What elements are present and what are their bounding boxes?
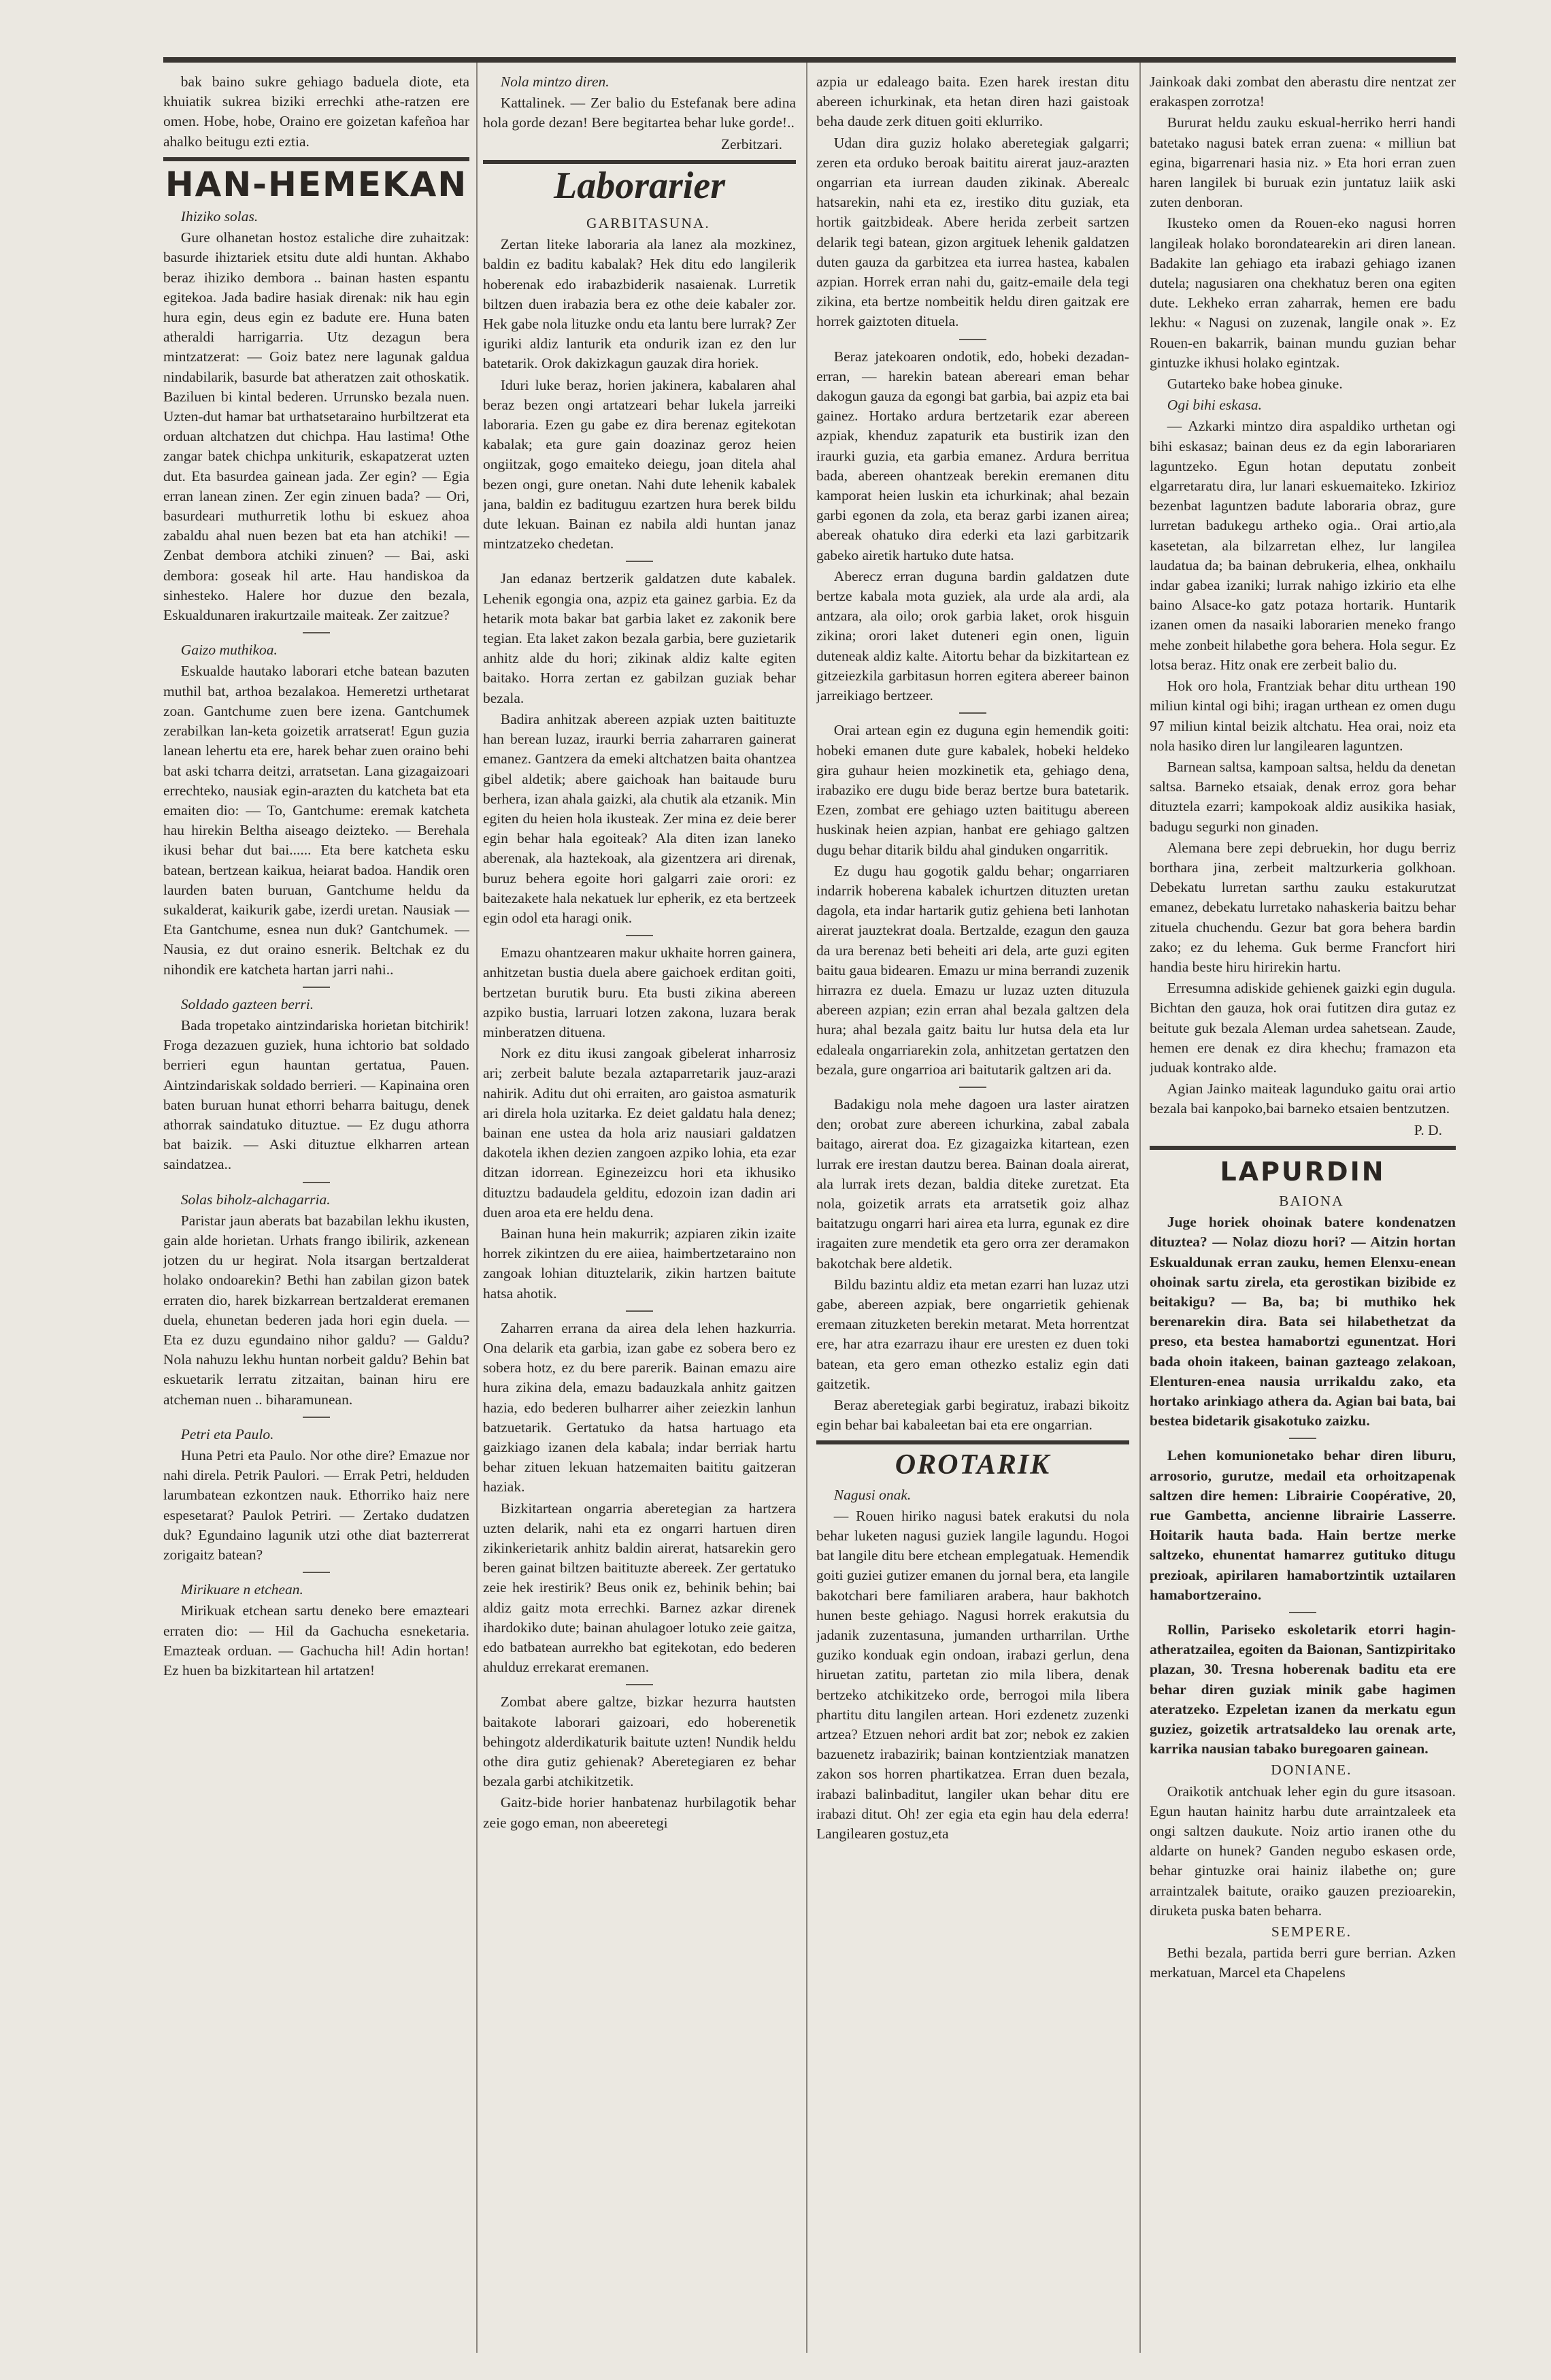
article-body: Kattalinek. — Zer balio du Estefanak bere adina hola gorde dezan! Bere begitartea behar luke gorde!..	[483, 95, 796, 131]
article-subtitle: DONIANE.	[1271, 1762, 1352, 1779]
paragraph: Bethi bezala, partida berri gure berrian. Azken merkatuan, Marcel eta Chapelens	[1150, 1945, 1456, 1981]
top-rule	[163, 57, 1456, 63]
paragraph: Beraz jatekoaren ondotik, edo, hobeki dezadan-erran, — harekin batean abereari eman behar dakogun gauza da egongi bat garbia, bai azpiz eta bai gainez. Hortako ardura bertzetarik ezar abereen azpiak, khenduz zapaturik eta bustirik izan den iraurki guzia, eta garbia emanez. Ardura berritua bada, abereen ohantzeak berekin eremanen ditu kamporat heien luskin eta ichurkinak; ahal bezain garbi egonen da zola, eta beraz garbi izanen airea; abereak ohatuko dira ederki eta lazi garbitzarik gabeko airetik hartuko dute hatsa.	[816, 348, 1129, 563]
column-1	[163, 72, 469, 2353]
paragraph: Lehen komunionetako behar diren liburu, arrosorio, gurutze, medail eta orhoitzapenak saltzen dire hemen: Librairie Coopérative, 20, rue Gambetta, ancienne librairie Lasserre. Hoitarik hauta bada. Hain bertze merke saltzeko, ehunentat hamarrez gutituko ditugu prezioak, apirilaren hamabortzintik uztailaren hamabortzeraino.	[1150, 1447, 1456, 1603]
paragraph: Bizkitartean ongarria aberetegian za hartzera uzten delarik, nahi eta ez ongarri hartuen diren zikinkerietarik anhitz baldin airerat, hatsarekin gero beren gainat biltzen baitituzte abereek. Zer gertatuko zeie hek irestirik? Beus onik ez, behinik behin; bai aldiz gaitz mota errechki. Barnez azkar direnek ihardokiko dute; bainan ahulagoer lotuko zeie gaitza, edo batbatean aurrekho bat egitekotan, edo bederen ahulduz errekarat eremanen.	[483, 1500, 796, 1676]
paragraph: Beraz aberetegiak garbi begiratuz, irabazi bikoitz egin behar bai kabaleetan bai eta ere ongarrian.	[816, 1397, 1129, 1434]
divider	[626, 561, 653, 562]
divider	[959, 339, 986, 340]
divider	[959, 712, 986, 714]
paragraph: Orai artean egin ez duguna egin hemendik goiti: hobeki emanen dute gure kabalek, hobeki heldeko gira guhaur heien mozkinetik eta, gehiago dena, irabaziko ere dugu bide beraz bertze bura batetarik. Ezen, zombat ere gehiago uzten baititugu abereen huskinak heien azpian, hanbat ere gehiago galtzen dugu behar ditarik bildu ahal ginduken ongarritik.	[816, 722, 1129, 858]
divider	[303, 1182, 330, 1183]
article-title: Nola mintzo diren.	[500, 73, 610, 90]
article-body: Mirikuak etchean sartu deneko bere emazteari erraten dio: — Hil da Gachucha esneketaria. Emazteak orduan. — Gachucha hil! Adin hortan! Ez huen ba bizkitartean hil artatzen!	[163, 1602, 469, 1679]
divider	[303, 1572, 330, 1573]
divider	[959, 1087, 986, 1088]
paragraph: Jainkoak daki zombat den aberastu dire nentzat zer erakaspen zorrotza!	[1150, 73, 1456, 110]
intro-text: bak baino sukre gehiago baduela diote, eta khuiatik sukrea biziki errechki athe-ratzen ere omen. Hobe, hobe, Oraino ere goizetan kafeñoa har ahalko beitugu ezti eztia.	[163, 73, 469, 150]
article-title: Petri eta Paulo.	[180, 1425, 274, 1442]
section-banner: LAPURDIN	[1220, 1156, 1386, 1187]
paragraph: Nork ez ditu ikusi zangoak gibelerat inharrosiz ari; zerbeit balute bezala aztaparretarik jauz-arazi nahirik. Aditu dut ohi erraiten, aro gaistoa asmaturik ari direla hola uzitarka. Ez deiet galdatu hala denez; bainan ene ustea da hola ariz nausiari galdatzen dakotela ikhen dezien zangoen azpiko lohia, eta ezar ditzan idorrean. Eginezeizcu hori eta ikhusiko dituztzu badaudela gelditu, edozoin izan dadin ari duen aroa eta ere heldu dena.	[483, 1045, 796, 1221]
section-rule	[1150, 1146, 1456, 1150]
article-title: Soldado gazteen berri.	[180, 995, 314, 1012]
article-body: Paristar jaun aberats bat bazabilan lekhu ikusten, gain alde horietan. Urhats frango ibilirik, azkenean jotzen du ur hegirat. Nola itsargan bertzalderat holako ondoarekin? Bethi han zabilan gizon batek erraten dio, harek bizkarrean bertzalderat eremanen duela, ehunetan bederen jada hori egin duela. — Eta ez duzu egundaino nihor galdu? — Galdu? Nola nahuzu lekhu huntan norbeit galdu? Behin bat eskuetarik lerratu zitzaitan, bainan hiru ere atcheman nuen .. biharamunean.	[163, 1212, 469, 1408]
article-subtitle: BAIONA	[1279, 1192, 1344, 1209]
article-body: Gure olhanetan hostoz estaliche dire zuhaitzak: basurde ihiztariek etsitu dute aldi huntan. Akhabo beraz ihiziko dembora .. bainan hasten espantu egitekoa. Jada badire hasiak direnak: nik hau egin hura egin, deus egin ez badute ere. Huna baten atheraldi harrigarria. Utz dezagun bera mintzatzerat: — Goiz batez nere lagunak galdua nindabilarik, basurde bat atheratzen zait othoskatik. Baziluen bi kintal bederen. Urrunsko bezala nuen. Uzten-dut hamar bat urthatsetaraino hurbiltzerat eta orduan altchatzen dut chichpa. Hau lastima! Othe zangar batek chichpa unkiturik, eskapatzerat uzten dut. Eta basurdea gainean jada. Zer egin? — Egia erran lanean zinen. Zer egin zinuen bada? — Ori, basurdeari muthurretik lothu bi eskuez ahoa zabaldu ahal nuen bezen bat eta han atchiki! — Zenbat dembora atchiki zinuen? — Bai, aski dembora: goseak hil arte. Hau handiskoa da sinhesteko. Halere hor duzue den bezala, Eskualdunaren irakurtzaile maiteak. Zer zaitzue?	[163, 229, 469, 624]
section-banner: HAN-HEMEKAN	[165, 164, 468, 204]
paragraph: Gaitz-bide horier hanbatenaz hurbilagotik behar zeie gogo eman, non abeeretegi	[483, 1794, 796, 1831]
paragraph: Juge horiek ohoinak batere kondenatzen dituztea? — Nolaz diozu hori? — Aitzin hortan Eskualdunak erran zauku, hemen Elenxu-enean ohoinak sartu zirela, eta gerostikan bizibide ez beitakigu? — Ba, ba; bi muthiko hek berenarekin dira. Bata sei hilabethetzat da preso, eta bestea hamabortzi egunentzat. Hori bada ohoin itakeen, bainan gazteago zelakoan, Elenturen-enea nausia urrikaldu zako, eta hortako arinkiago athera da. Agian bai bata, bai bestea bidetarik gisakotuko zaizku.	[1150, 1214, 1456, 1429]
divider	[626, 1310, 653, 1312]
divider	[303, 1417, 330, 1418]
article-title: Gaizo muthikoa.	[180, 642, 278, 659]
paragraph: Erresumna adiskide gehienek gaizki egin dugula. Bichtan den gauza, hok orai futitzen dira gutaz ez beitute guk bezala Aleman urdea sahetsean. Zaude, hemen ere denak ez dira khechu; framazon eta juduak kontrako alde.	[1150, 980, 1456, 1076]
paragraph: Oraikotik antchuak leher egin du gure itsasoan. Egun hautan hainitz harbu dute arraintzaleek eta ongi saltzen daukute. Noiz artio iranen othe du aldarte on hunek? Ganden negubo eskasen orde, behar gintuzke orai hainiz ilabethe on; gure arraintzalek baitute, oraiko gauzen prezioarekin, diruketa puska baten beharra.	[1150, 1783, 1456, 1919]
paragraph: Iduri luke beraz, horien jakinera, kabalaren ahal beraz bezen ongi artatzeari behar lukela jarreiki laboraria. Ezen gu gabe ez dira berenaz egitekotan kabalak; eta gure gain doazinaz geroz heien ongiitzak, gogo emaiteko deiegu, joan ditela ahal bezen ongi, gure onetan. Nahi dute lehenik kabalek jana, baldin ez badituguu ezartzen hura berek bildu dute lekuan. Bainan ez nabila aldi huntan janaz mintzatzeko chedetan.	[483, 376, 796, 552]
paragraph: Ez dugu hau gogotik galdu behar; ongarriaren indarrik hoberena kabalek ichurtzen dituzten uretan dagola, eta indar hartarik gutiz gehiena beti lanhotan airerat jauztekrat doala. Bertzalde, ezagun den gauza da ura berenaz beti beheiti ari dela, arte guzi egiten baitu gaua bidearen. Emazu ur mina berrandi zuzenik hirrazra ez duela. Emazu ur luzaz uzten dituzula abereen azpian; ezin erran ahal bezala galtzen dela hura; ahal bezala gaitz baitu lur hutsa dela eta lur edaleala ongarriarekin zola, anhitzetan gertatzen den bezala, gure ongarrioa ari baitutarik galtzen ari da.	[816, 862, 1129, 1078]
paragraph: Udan dira guziz holako aberetegiak galgarri; zeren eta orduko beroak baititu airerat jauz-arazten ongarrian eta iurrean dauden zikinak. Aberealc hatsarekin, nahi eta ez, irestiko ditu guziak, eta hortik gaitzbideak. Abere herida zerbeit sartzen delarik tegi batean, gizon argituek lehenik galdatzen duten gauza da garbitzea eta iurrea hastea, kabalen azpian. Horrek erran nahi du, gaitz-emaile dela tegi zikina, eta bertze nombeitik heldu diren gaitzak ere horrek gaiztoten dituela.	[816, 134, 1129, 330]
divider	[1289, 1438, 1316, 1439]
article-title: Ogi bihi eskasa.	[1167, 397, 1262, 414]
paragraph: azpia ur edaleago baita. Ezen harek irestan ditu abereen ichurkinak, eta hetan diren hazi gaistoak beha daude zerk dituen goiti eklurriko.	[816, 73, 1129, 130]
paragraph: Barnean saltsa, kampoan saltsa, heldu da denetan saltsa. Barneko etsaiak, denak erroz gora behar dituztela ezarri; kampokoak aldiz ausikika hasiak, badugu segurki non ginaden.	[1150, 758, 1456, 835]
section-header: Laborarier	[554, 164, 725, 207]
column-4	[1150, 72, 1456, 2353]
column-divider	[476, 63, 478, 2353]
paragraph: Bildu bazintu aldiz eta metan ezarri han luzaz utzi gabe, abereen azpiak, bere ongarrietik gehienak eremaan zituzketen berekin metarat. Meta horrentzat ere, har atra ezarrazu ihaur ere uresten ez duen toki batean, eta gero eman othezko estaliz egin dati gaitzetik.	[816, 1276, 1129, 1392]
paragraph: — Rouen hiriko nagusi batek erakutsi du nola behar luketen nagusi guziek langile lagundu. Hogoi bat langile ditu bere etchean emplegatuak. Hemendik goiti guziei gutizer emanen du jornal bera, eta langile bakotchari bere familiaren arabera, haur bakhotch hunen beste gehiago. Nagusi horrek erakutsia du jadanik zuzentasuna, jumanden urtharrilan. Urthe guziko konduak egin ondoan, irabazi gerlun, dena hiruetan zatitu, partetan zio mila libera, denak bertzeko atchikitzeko orde, berrogoi mila libera phartitu ditu langilen artean. Hori ezdenetz zuzenki artzea? Etzuen nehori ardit bat zor; nebok ez zakien bazuenetz irabazirik; bainan kontzientziak manatzen zakon sos horren phartikatzea. Erran duen bezala, irabazi balinbaditut, langiler ukan behar ditu ere irabazi ditut. Oh! zer egia eta egin hau dela ederra! Langilearen gostuz,eta	[816, 1507, 1129, 1842]
column-divider	[806, 63, 807, 2353]
paragraph: Zombat abere galtze, bizkar hezurra hautsten baitakote laborari gaizoari, edo hoberenetik behingotz alderdikaturik baitute uzten! Nundik heldu othe dira gutiz gehienak? Aberetegiaren ez behar bezala garbi atchikitzetik.	[483, 1693, 796, 1790]
column-divider	[1139, 63, 1141, 2353]
paragraph: Hok oro hola, Frantziak behar ditu urthean 190 miliun kintal ogi bihi; iragan urthean ez omen dugu 97 miliun kintal beizik altchatu. Hea orai, noiz eta nola hasiko diren lur langilearen laguntzen.	[1150, 678, 1456, 754]
paragraph: Zaharren errana da airea dela lehen hazkurria. Ona delarik eta garbia, izan gabe ez sobera bero ez sobera hotz, ez du bere parerik. Bainan emazu aire hura zikina dela, emazu badauzkala anhitz gaitzen hazia, edo bederen bulharrer aiher zeiezkin lanhun batzuetarik. Gertatuko da hatsa hartuago eta gaizkiago izanen dela kabala; indar berriak hartu behar zituen lekuan hatzemaiten baititu gaitzeran haziak.	[483, 1319, 796, 1495]
paragraph: — Azkarki mintzo dira aspaldiko urthetan ogi bihi eskasaz; bainan deus ez da egin laborariaren laguntzeko. Egun hotan deputatu zonbeit elgarretaratu dira, lur lanari eskuemaiteko. Izkirioz bezenbat laguntzen badute laboraria obraz, gure lurretan badukegu artheko ogia.. Orai artio,ala kasetetan, ala bilzarretan elhez, lur langilea laudatua da; ba bainan debrukeria, elhea, onkhailu indar gabea izaniki; lurrak nahigo izkirio eta elhe baino Alsace-ko gatz potaza hortarik. Huntarik izanen omen da nasaiki laborarien meneko frango mehe zonbeit hilabethe gora behera. Hola segur. Ez lotsa beraz. Hitz onak ere zerbeit balio du.	[1150, 418, 1456, 673]
article-title: Solas biholz-alchagarria.	[180, 1191, 331, 1208]
paragraph: Jan edanaz bertzerik galdatzen dute kabalek. Lehenik egongia ona, azpiz eta gainez garbia. Ez da hetarik mota bakar bat garbia laket ez zakonik bere tegian. Eta laket zakon bezala garbia, bere guzietarik anhitz alde du hori; zikinak aldiz kalte egiten baitako. Horra zertan ez gabilzan guziak behar bezala.	[483, 570, 796, 706]
paragraph: Bururat heldu zauku eskual-herriko herri handi batetako nagusi batek erran zuena: « milliun bat egina, bigarrenari hasia niz. » Eta hori erran zuen haren langilek bi buruak ezin juntatuz laiik aski zuten denboran.	[1150, 114, 1456, 211]
divider	[626, 1684, 653, 1685]
article-subtitle: SEMPERE.	[1271, 1923, 1352, 1940]
paragraph: Badira anhitzak abereen azpiak uzten baitituzte han berean luzaz, iraurki berria zaharraren gainerat emanez. Gantzera da emeki altchatzen baita ohantzea gibel aldetik; abere gaichoak han baitaude buru berhera, izan ahala gaizki, ala chutik ala etzanik. Min egiten du heien hola ikusteak. Zer mina ez deie berer egin behar hala egoiteak? Ala diten izan laneko aberenak, ala haztekoak, ala gizentzera ari direnak, buruz behera egoite hori galgarri zaie orori: ez baitezakete hala nekatuek lur epherik, ez eta bertzeek egin odol eta haragi onik.	[483, 710, 796, 926]
article-title: Ihiziko solas.	[180, 208, 258, 225]
column-2	[483, 72, 796, 2353]
paragraph: Rollin, Pariseko eskoletarik etorri hagin-atheratzailea, egoiten da Baionan, Santizpiritako plazan, 30. Tresna hoberenak baditu eta ere behar diren guziak minik gabe hagimen ateratzeko. Ezpeletan izanen da merkatu egun guziez, goizetik artratsaldeko lau orenak arte, karrika nausian tabako buregoaren gainean.	[1150, 1621, 1456, 1757]
article-body: Eskualde hautako laborari etche batean bazuten muthil bat, arthoa bezalakoa. Hemeretzi urthetarat zoan. Gantchume zuen bere izena. Gantchumek zerabilkan lan-keta goizetik arratserat! Egun guzia lanean lehertu eta ere, harek behar zuen oraino behi bat aski tcharra deitzi, arratsetan. Lana gizagaizoari errechteko, nausiak egin-arazten du katcheta bat eta emaiten dio: — To, Gantchume: eremak katcheta hau hirekin Beltha aiseago deizteko. — Berehala ikusi behar dut bai...... Eta bere katcheta esku batean, bertzean kaikua, heiarat badoa. Handik oren laurden baten buruan, Gantchume heldu da sukalderat, kaikurik gabe, izerdi uretan. Nausiak — Eta Gantchume, esnea nun duk? Gantchumek. — Nausia, ez dut oraino esnerik. Beltchak ez du nihondik ere katcheta hartan jarri nahi..	[163, 663, 469, 978]
article-body: Bada tropetako aintzindariska horietan bitchirik! Froga dezazuen guziek, huna ichtorio bat soldado berrieri egun hauntan gertatua, Pauen. Aintzindariskak soldado berrieri. — Kapinaina oren baten buruan hunat ethorri beharra baitugu, denek athorrak saindatuko dituztue. — Ez dugu athorra bat baizik. — Aski dituztue elkharren artean saindatzea..	[163, 1017, 469, 1173]
paragraph: Gutarteko bake hobea ginuke.	[1167, 376, 1343, 393]
signature: Zerbitzari.	[720, 135, 782, 152]
divider	[303, 632, 330, 633]
article-subtitle: GARBITASUNA.	[586, 215, 710, 232]
signature: P. D.	[1414, 1121, 1442, 1138]
divider	[303, 987, 330, 988]
section-rule	[163, 157, 469, 161]
paragraph: Badakigu nola mehe dagoen ura laster airatzen den; orobat zure abereen ichurkina, zabal zabala baitago, airerat doa. Ez gizagaizka kitartean, ezen lurrak ere irestan dautzu berea. Bainan doala airerat, ala lurrak irets dezan, baldia diteke zuretzat. Eta nola, goizetik arrats eta arratsetik goiz alhaz baitatzugu ongarri hari airea eta lurra, egunak ez dire iragaiten zure mendetik eta gero orra zer deramakon bakotchak bere aldetik.	[816, 1095, 1129, 1272]
article-title: Mirikuare n etchean.	[180, 1581, 303, 1598]
paragraph: Zertan liteke laboraria ala lanez ala mozkinez, baldin ez baditu kabalak? Hek ditu edo langilerik hoberenak edo irabazbiderik nasaienak. Lurretik biltzen duen irabazia bera ez othe deie kabaler zor. Hek gabe nola lituzke ondu eta lantu bere lurrak? Zer iguriki aldiz lanturik eta ondurik izan ez den lur batetarik. Orok dakizkagun gauzak dira horiek.	[483, 236, 796, 372]
column-3	[816, 72, 1129, 2353]
section-rule	[816, 1440, 1129, 1444]
article-title: Nagusi onak.	[833, 1486, 912, 1503]
paragraph: Emazu ohantzearen makur ukhaite horren gainera, anhitzetan bustia duela abere gaichoek erditan goiti, bertzetan burutik buru. Eta busti zikina abereen azpiko bustia, larruari lotzen zakona, luzara berak minberatzen dituena.	[483, 944, 796, 1040]
divider	[626, 935, 653, 936]
divider	[1289, 1612, 1316, 1613]
paragraph: Alemana bere zepi debruekin, hor dugu berriz borthara jina, zerbeit maltzurkeria golkhoan. Debekatu lurretan sarthu zauku estakurutzat emanez, debekatu lurretako nahaskeria baitzu behar zituela chuchendu. Gezur bat gora behera bardin zako; ez du lehema. Guk berme Francfort hiri handia beste hiru hirirekin hartu.	[1150, 839, 1456, 975]
section-rule	[483, 160, 796, 164]
paragraph: Ikusteko omen da Rouen-eko nagusi horren langileak holako borondatearekin ari diren lanean. Badakite lan gehiago eta irabazi gehiago izanen dutela; nagusiaren ona chekhatuz beren ona egiten dute. Lekheko erran zaharrak, hemen ere badu lekhu: « Nagusi on zuzenak, langile onak ». Ez Rouen-en bakarrik, bainan mundu guzian behar gintuzke ikhusi holako egintzak.	[1150, 215, 1456, 371]
paragraph: Aberecz erran duguna bardin galdatzen dute bertze kabala mota guziek, ala urde ala ardi, ala antzara, ala oilo; orok garbia laket, orok hisguin zikina; orori laket duteneri egin onen, liguin duteneak aldiz kalte. Aitortu behar da bizkitartean ez gitzeiezkila garbitasun horren egitera abereer bainon jarreikiago bertzeer.	[816, 567, 1129, 704]
article-body: Huna Petri eta Paulo. Nor othe dire? Emazue nor nahi direla. Petrik Paulori. — Errak Petri, helduden larumbatean ezkontzen nauk. Ethorriko haiz nere espesetarat? Paulok Petriri. — Zertako dudatzen duk? Egundaino lagunik utzi othe diat bazterrerat zorigaitz batean?	[163, 1447, 469, 1564]
section-header: OROTARIK	[895, 1449, 1051, 1481]
paragraph: Agian Jainko maiteak lagunduko gaitu orai artio bezala bai kanpoko,bai barneko etsaien bentzutzen.	[1150, 1080, 1456, 1117]
paragraph: Bainan huna hein makurrik; azpiaren zikin izaite horrek zikintzen du ere aiiea, haimbertzetaraino non zangoak lohian dituztelarik, zikin hartzen baitute hatsa ahotik.	[483, 1225, 796, 1302]
